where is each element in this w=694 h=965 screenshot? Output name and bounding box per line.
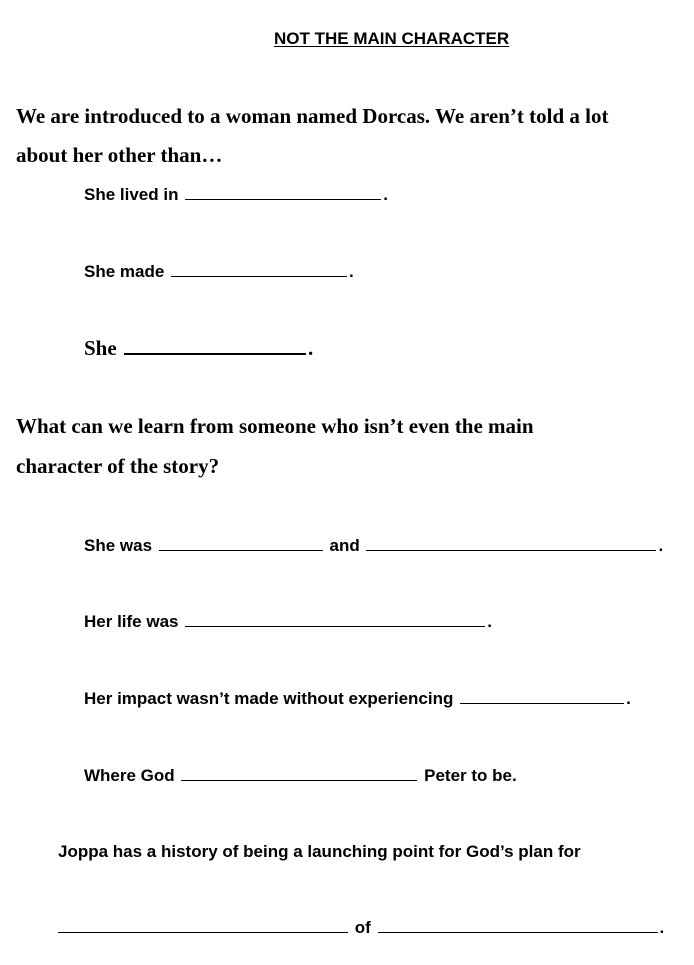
fill-in-life-label: Her life was [84, 612, 179, 631]
period: . [349, 262, 354, 281]
period: . [659, 918, 665, 937]
fill-in-peter-label: Peter to be. [424, 766, 517, 785]
question-line-2: character of the story? [16, 454, 220, 478]
blank-made[interactable] [171, 275, 347, 277]
fill-in-was-label: She was [84, 536, 153, 555]
period: . [626, 689, 631, 708]
fill-in-she [84, 338, 313, 359]
blank-lived[interactable] [185, 198, 381, 200]
page-title: NOT THE MAIN CHARACTER [274, 29, 510, 48]
period: . [487, 612, 492, 631]
fill-in-she-label: She [84, 336, 117, 360]
fill-in-and-label: and [329, 536, 360, 555]
blank-joppa-2[interactable] [378, 931, 658, 933]
fill-in-made [84, 263, 354, 280]
blank-where-god[interactable] [181, 779, 417, 781]
fill-in-joppa [58, 919, 664, 936]
intro-line-1: We are introduced to a woman named Dorcas. We aren’t told a lot [16, 104, 609, 128]
blank-was[interactable] [159, 549, 323, 551]
fill-in-where-god [84, 767, 517, 784]
fill-in-of-label: of [354, 918, 371, 937]
fill-in-life [84, 613, 492, 630]
blank-she[interactable] [124, 352, 306, 355]
blank-and[interactable] [366, 549, 656, 551]
blank-joppa-1[interactable] [58, 931, 348, 933]
fill-in-lived [84, 186, 388, 203]
fill-in-made-label: She made [84, 262, 165, 281]
period: . [658, 536, 664, 555]
fill-in-impact [84, 690, 631, 707]
fill-in-was [84, 537, 663, 554]
blank-life[interactable] [185, 625, 485, 627]
blank-impact[interactable] [460, 702, 624, 704]
question-line-1: What can we learn from someone who isn’t even the main [16, 414, 534, 438]
intro-line-2: about her other than… [16, 143, 223, 167]
fill-in-where-god-label: Where God [84, 766, 175, 785]
fill-in-impact-label: Her impact wasn’t made without experiencing [84, 689, 454, 708]
period: . [383, 185, 388, 204]
fill-in-lived-label: She lived in [84, 185, 179, 204]
joppa-line: Joppa has a history of being a launching point for God’s plan for [58, 842, 581, 861]
period: . [307, 336, 314, 360]
